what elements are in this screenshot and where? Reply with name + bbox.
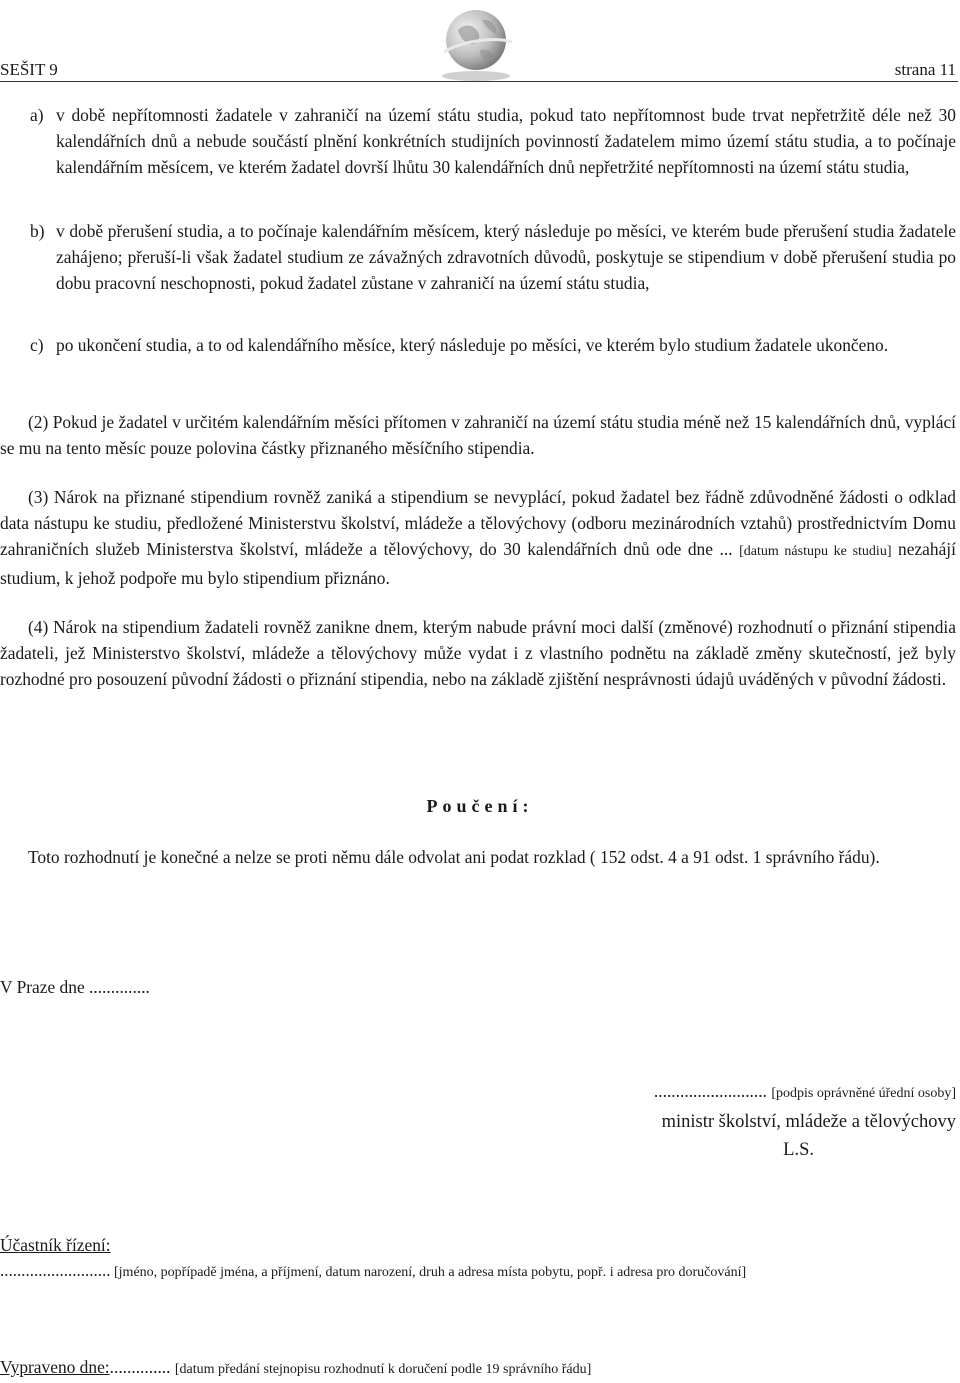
list-item-text: v době nepřítomnosti žadatele v zahraničí na území státu studia, pokud tato nepřítomnost bude trvat nepřetržitě déle než 30 kalendářních dnů a nebude součástí plnění konkrétních studijních povinností žadatelem mimo území státu studia, a to počínaje kalendářním měsícem, ve kterém žadatel dovrší lhůtu 30 kalendářních dnů nepřetržité nepřítomnosti na území státu studia, — [56, 105, 956, 177]
signatory-title: ministr školství, mládeže a tělovýchovy — [661, 1112, 956, 1132]
seal: L.S. — [783, 1140, 814, 1160]
participant-dots: .......................... — [0, 1261, 111, 1280]
list-item-text: po ukončení studia, a to od kalendářního měsíce, který následuje po měsíci, ve kterém bylo studium žadatele ukončeno. — [56, 335, 889, 355]
header-left: SEŠIT 9 — [0, 60, 58, 79]
signature-line — [654, 1078, 956, 1107]
paragraph-3-end: nezahájí studium, k jehož podpoře mu bylo stipendium přiznáno. — [0, 539, 956, 588]
list-item-label: c) — [30, 335, 44, 355]
list-item-label: a) — [30, 105, 44, 125]
globe-icon — [436, 2, 516, 82]
paragraph-3-text: (3) Nárok na přiznané stipendium rovněž zaniká a stipendium se nevyplácí, pokud žadatel bez řádně zdůvodněné žádosti o odklad data nástupu ke studiu, předložené Ministerstvu školství, mládeže a tělovýchovy (odboru mezinárodních vztahů) prostřednictvím Domu zahraničních služeb Ministerstva školství, mládeže a tělovýchovy, do 30 kalendářních dnů ode dne ... — [0, 487, 956, 559]
header-rule — [0, 81, 958, 82]
participant-info — [0, 1260, 770, 1283]
paragraph-3 — [0, 484, 956, 591]
dispatch-label: Vypraveno dne: — [0, 1357, 110, 1377]
pouceni-heading: Poučení: — [426, 796, 534, 816]
date-placeholder: [datum nástupu ke studiu] — [739, 544, 892, 559]
signature-placeholder: [podpis oprávněné úřední osoby] — [771, 1086, 956, 1101]
header-right: strana 11 — [894, 60, 956, 79]
paragraph-2: (2) Pokud je žadatel v určitém kalendářním měsíci přítomen v zahraničí na území státu studia méně než 15 kalendářních dnů, vyplácí se mu na tento měsíc pouze polovina částky přiznaného měsíčního stipendia. — [0, 412, 956, 458]
list-item-b — [0, 218, 956, 296]
participant-label-text: Účastník řízení: — [0, 1235, 111, 1255]
dispatch-placeholder: [datum předání stejnopisu rozhodnutí k doručení podle 19 správního řádu] — [174, 1362, 592, 1377]
list-item-a — [0, 102, 956, 180]
pouceni-text: Toto rozhodnutí je konečné a nelze se proti němu dále odvolat ani podat rozklad ( 152 odst. 4 a 91 odst. 1 správního řádu). — [28, 847, 880, 867]
signature-block — [654, 1078, 956, 1163]
list-item-c — [0, 332, 956, 358]
participant-placeholder: [jméno, popřípadě jména, a příjmení, datum narození, druh a adresa místa pobytu, popř. i adresa pro doručování] — [114, 1265, 747, 1280]
place-date: V Praze dne .............. — [0, 977, 150, 997]
dispatch-line — [0, 1354, 956, 1383]
paragraph-4: (4) Nárok na stipendium žadateli rovněž zanikne dnem, kterým nabude právní moci další (změnové) rozhodnutí o přiznání stipendia žadateli, jež Ministerstvo školství, mládeže a tělovýchovy může vydat i z vlastního podnětu na základě změny skutečností, jež byly rozhodné pro posouzení původní žádosti o přiznání stipendia, nebo na základě zjištění nesprávnosti údajů uváděných v původní žádosti. — [0, 617, 956, 689]
signature-dots: .......................... — [653, 1081, 767, 1101]
list-item-text: v době přerušení studia, a to počínaje kalendářním měsícem, který následuje po měsíci, ve kterém bude přerušení studia žadatele zahájeno; přeruší-li však žadatel studium ze závažných zdravotních důvodů, poskytuje se stipendium v době přerušení studia po dobu pracovní neschopnosti, pokud žadatel zůstane v zahraničí na území státu studia, — [56, 221, 956, 293]
list-item-label: b) — [30, 221, 45, 241]
participant-label — [0, 1232, 956, 1258]
dispatch-dots: .............. — [109, 1357, 171, 1377]
